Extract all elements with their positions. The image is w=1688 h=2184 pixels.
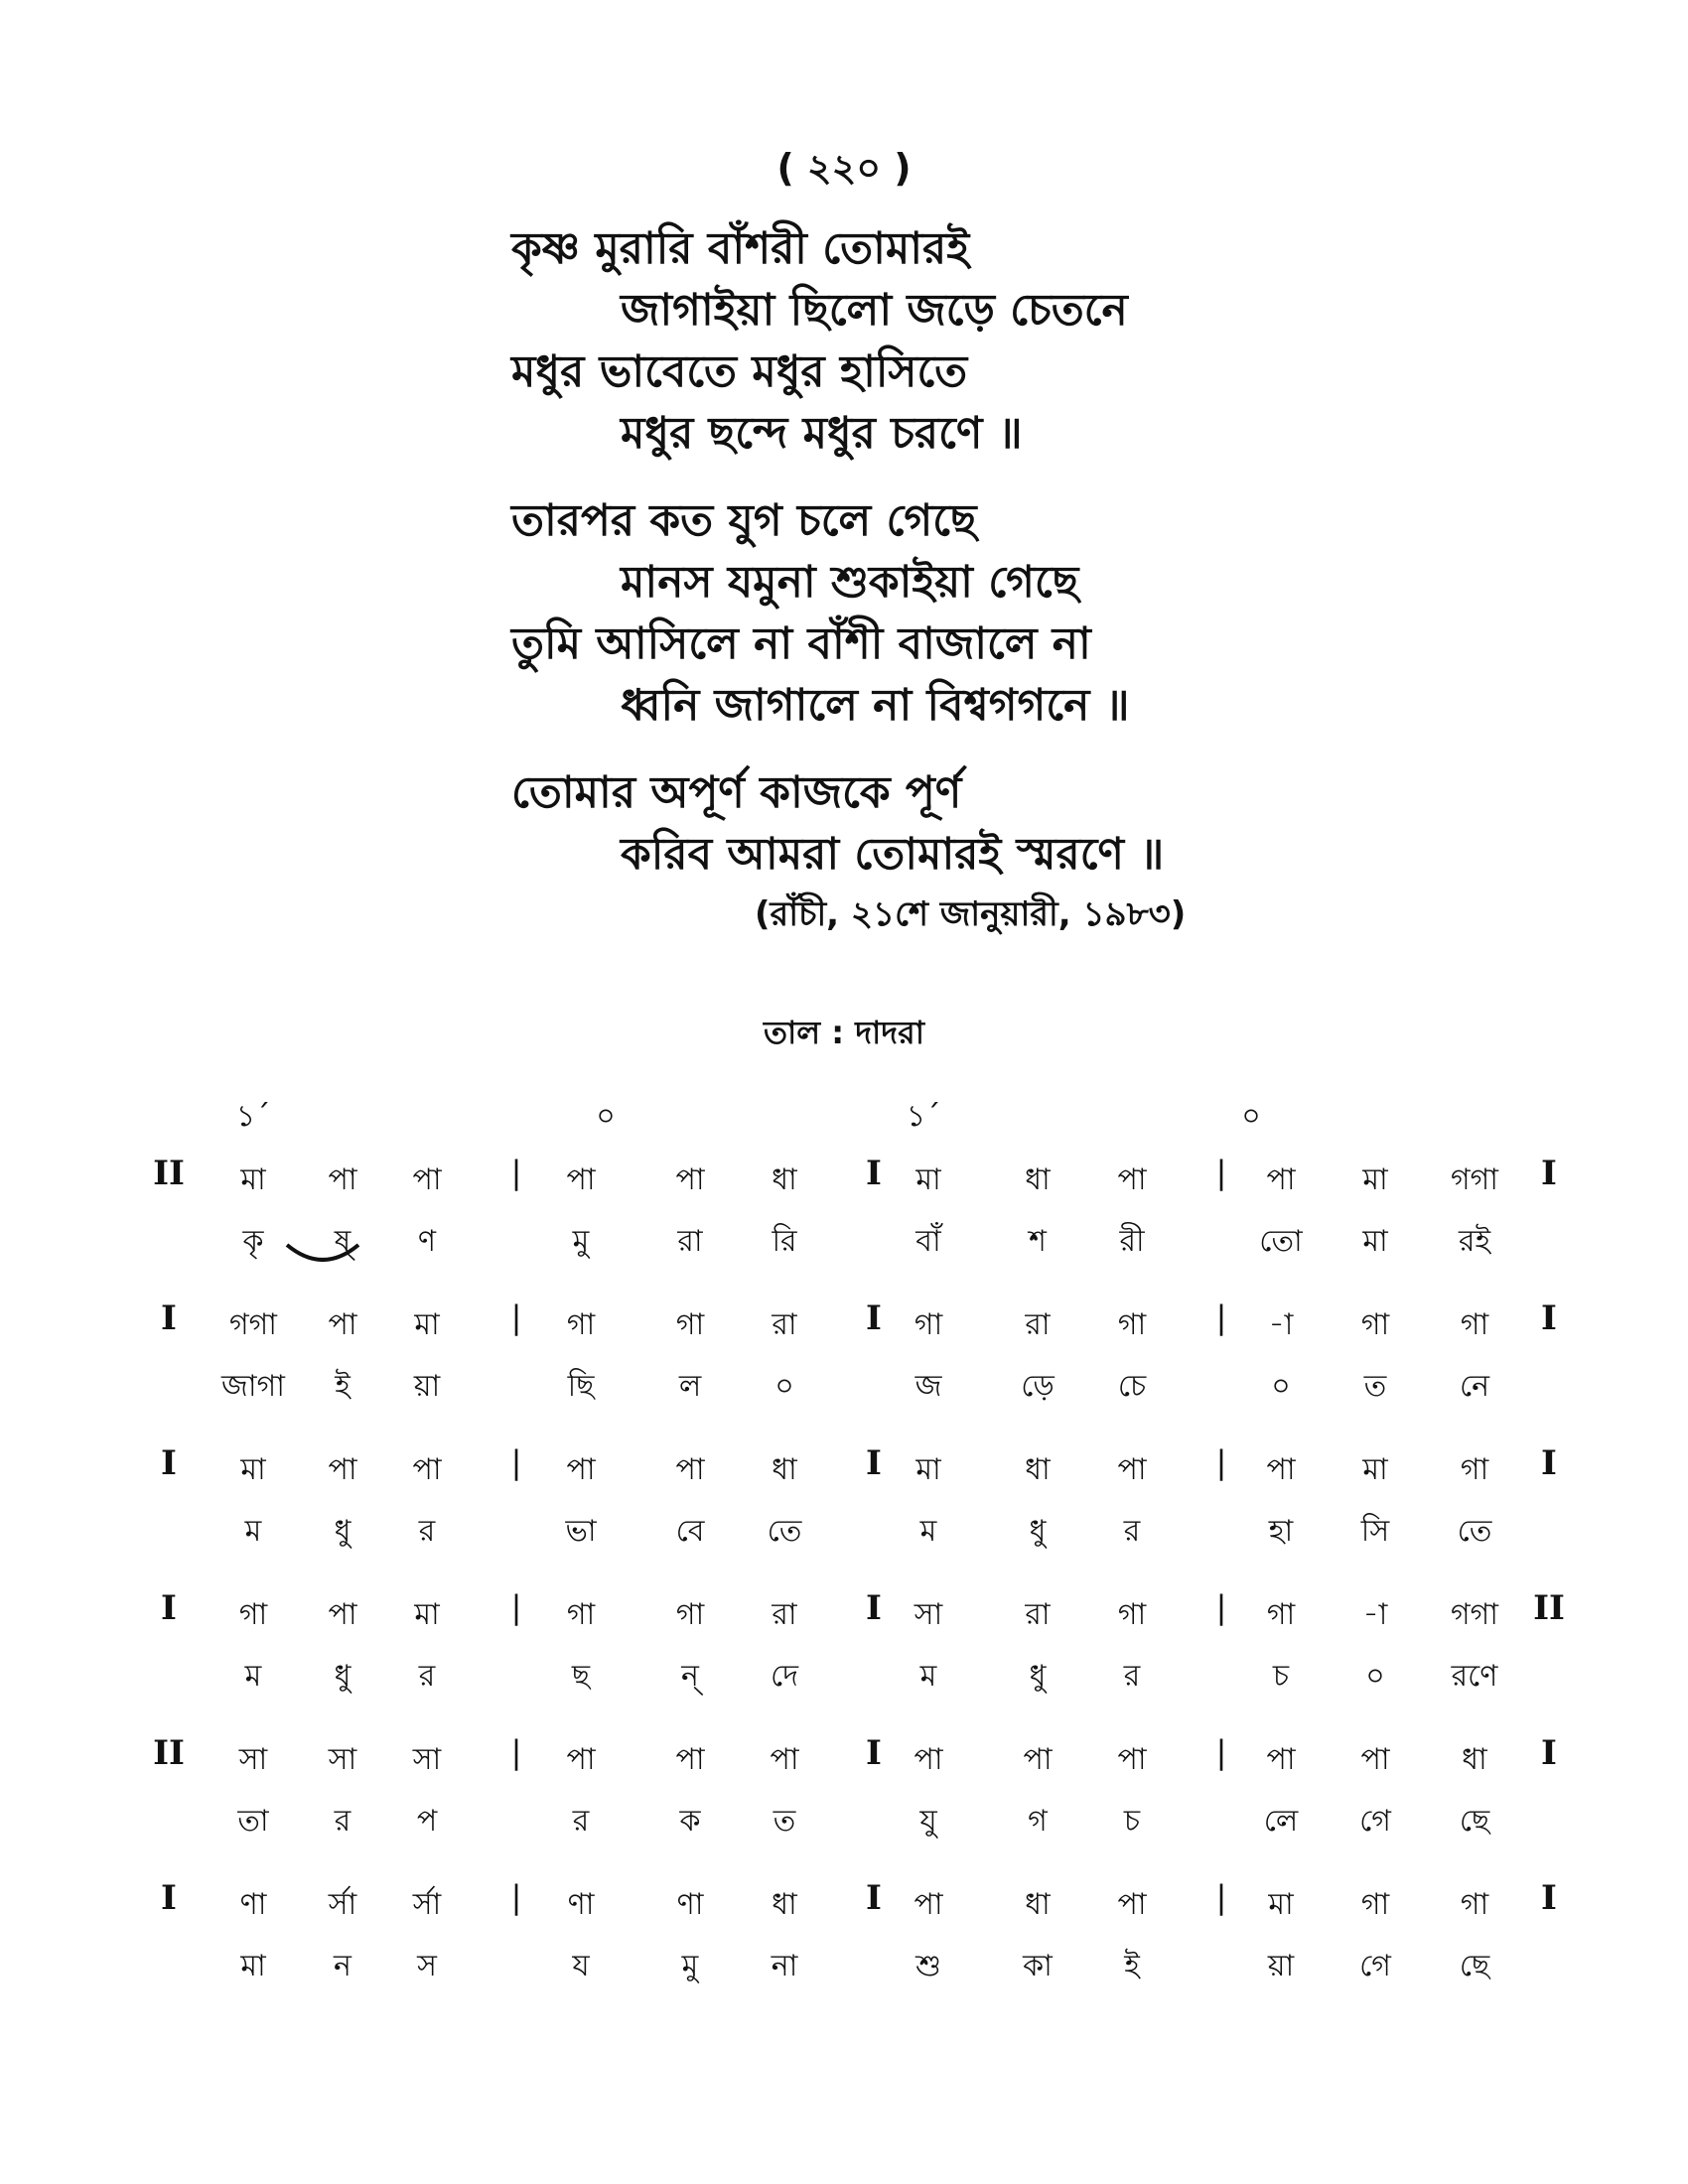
lyric-syllable: তো — [1259, 1224, 1303, 1259]
notation-row — [0, 1731, 1688, 1876]
lyric-syllable: স — [417, 1949, 437, 1983]
lyric-syllable: ই — [335, 1369, 351, 1404]
swara-note: গা — [566, 1597, 596, 1632]
swara-note: গগা — [228, 1307, 278, 1342]
lyric-syllable: র — [418, 1659, 436, 1694]
bar-line: I — [1541, 1878, 1557, 1918]
swara-note: ধা — [1025, 1162, 1051, 1197]
swara-note: গা — [1460, 1452, 1489, 1487]
swara-note: পা — [412, 1162, 442, 1197]
swara-note: মা — [1362, 1162, 1388, 1197]
bar-line: II — [153, 1154, 185, 1193]
poem-line: কৃষ্ণ মুরারি বাঁশরী তোমারই — [511, 223, 970, 274]
swara-note: ধা — [772, 1887, 797, 1922]
bar-line: I — [161, 1298, 177, 1338]
swara-note: পা — [1117, 1887, 1147, 1922]
lyric-syllable: শ — [1029, 1224, 1047, 1259]
swara-note: মা — [414, 1597, 440, 1632]
swara-note: সা — [412, 1742, 442, 1777]
taal-label: তাল : দাদরা — [764, 1014, 924, 1051]
lyric-syllable: না — [771, 1949, 798, 1983]
swara-note: ধা — [1025, 1452, 1051, 1487]
lyric-syllable: ত — [773, 1804, 796, 1839]
bar-line: I — [866, 1443, 882, 1483]
lyric-syllable: তে — [1457, 1514, 1492, 1549]
lyric-syllable: ধু — [1029, 1514, 1047, 1549]
bar-line: I — [866, 1154, 882, 1193]
lyric-syllable: বাঁ — [915, 1224, 941, 1259]
swara-note: গা — [914, 1307, 943, 1342]
beat-marks — [0, 1092, 1688, 1132]
bar-line: | — [1215, 1298, 1227, 1336]
lyric-syllable: ০ — [1271, 1369, 1291, 1404]
swara-note: সা — [914, 1597, 943, 1632]
lyric-syllable: ম — [919, 1659, 937, 1694]
swara-note: গা — [1360, 1887, 1390, 1922]
page-number: ( ২২০ ) — [776, 146, 912, 190]
lyric-syllable: দে — [771, 1659, 798, 1694]
lyric-syllable: কৃ — [242, 1224, 264, 1259]
bar-line: | — [510, 1588, 522, 1626]
swara-note: গা — [1460, 1887, 1489, 1922]
lyric-syllable: লে — [1263, 1804, 1299, 1839]
bar-line: I — [1541, 1154, 1557, 1193]
bar-line: | — [1215, 1733, 1227, 1771]
notation-row — [0, 1876, 1688, 2021]
bar-line: I — [161, 1878, 177, 1918]
swara-note: রা — [1025, 1307, 1051, 1342]
lyric-syllable: র — [1123, 1659, 1141, 1694]
lyric-syllable: ছি — [567, 1369, 595, 1404]
swara-note: ণা — [567, 1887, 595, 1922]
swara-note: রা — [1025, 1597, 1051, 1632]
swara-note: পা — [1117, 1162, 1147, 1197]
lyric-syllable: ম — [244, 1659, 262, 1694]
swara-note: মা — [240, 1452, 266, 1487]
swara-note: পা — [566, 1742, 596, 1777]
swara-note: গা — [1266, 1597, 1296, 1632]
dateline: (রাঁচী, ২১শে জানুয়ারী, ১৯৮৩) — [755, 894, 1187, 934]
lyric-syllable: যু — [919, 1804, 937, 1839]
beat-mark: ১´ — [235, 1099, 271, 1134]
lyric-syllable: র — [572, 1804, 590, 1839]
swara-note: ণা — [676, 1887, 704, 1922]
bar-line: I — [866, 1733, 882, 1773]
swara-note: পা — [675, 1452, 705, 1487]
swara-note: পা — [1266, 1452, 1296, 1487]
bar-line: I — [866, 1298, 882, 1338]
bar-line: | — [510, 1298, 522, 1336]
beat-mark: ০ — [1241, 1099, 1261, 1134]
lyric-syllable: ০ — [774, 1369, 794, 1404]
swara-note: র্সা — [328, 1887, 357, 1922]
swara-note: গগা — [1450, 1162, 1499, 1197]
lyric-syllable: নে — [1459, 1369, 1490, 1404]
lyric-syllable: গ — [1028, 1804, 1048, 1839]
lyric-syllable: ত — [1363, 1369, 1387, 1404]
poem-line: তুমি আসিলে না বাঁশী বাজালে না — [511, 618, 1091, 669]
lyric-syllable: চ — [1123, 1804, 1141, 1839]
swara-note: পা — [675, 1742, 705, 1777]
lyric-syllable: ষ্ — [334, 1224, 352, 1259]
lyric-syllable: তে — [767, 1514, 802, 1549]
bar-line: I — [1541, 1733, 1557, 1773]
swara-note: মা — [414, 1307, 440, 1342]
swara-note: গা — [1460, 1307, 1489, 1342]
beat-mark: ১´ — [906, 1099, 941, 1134]
swara-note: পা — [412, 1452, 442, 1487]
swara-note: রা — [772, 1307, 797, 1342]
notation-grid — [0, 1152, 1688, 2021]
swara-note: মা — [240, 1162, 266, 1197]
lyric-syllable: ম — [919, 1514, 937, 1549]
swara-note: পা — [770, 1742, 799, 1777]
lyric-syllable: ড়ে — [1021, 1369, 1055, 1404]
swara-note: পা — [328, 1162, 357, 1197]
bar-line: | — [1215, 1443, 1227, 1481]
bar-line: II — [1533, 1588, 1565, 1628]
lyric-syllable: রী — [1119, 1224, 1145, 1259]
bar-line: I — [1541, 1298, 1557, 1338]
swara-note: পা — [566, 1452, 596, 1487]
lyric-syllable: র — [418, 1514, 436, 1549]
swara-note: গা — [675, 1597, 705, 1632]
lyric-syllable: য়া — [1267, 1949, 1295, 1983]
swara-note: পা — [914, 1887, 943, 1922]
swara-note: গা — [566, 1307, 596, 1342]
poem — [511, 218, 1164, 911]
swara-note: গা — [675, 1307, 705, 1342]
lyric-syllable: ক — [679, 1804, 701, 1839]
lyric-syllable: ই — [1124, 1949, 1140, 1983]
notation-row — [0, 1152, 1688, 1297]
lyric-syllable: জাগা — [221, 1369, 285, 1404]
lyric-syllable: ধু — [334, 1659, 352, 1694]
poem-line: তোমার অপূর্ণ কাজকে পূর্ণ — [511, 767, 962, 818]
lyric-syllable: সি — [1360, 1514, 1390, 1549]
stanza-2 — [511, 490, 1164, 737]
bar-line: I — [866, 1878, 882, 1918]
poem-line: করিব আমরা তোমারই স্মরণে ॥ — [621, 829, 1165, 880]
poem-line: তারপর কত যুগ চলে গেছে — [511, 495, 977, 546]
swara-note: ধা — [772, 1162, 797, 1197]
lyric-syllable: ধু — [334, 1514, 352, 1549]
beat-mark: ০ — [596, 1099, 616, 1134]
bar-line: | — [1215, 1588, 1227, 1626]
lyric-syllable: চে — [1117, 1369, 1147, 1404]
lyric-syllable: ন — [334, 1949, 352, 1983]
lyric-syllable: বে — [675, 1514, 705, 1549]
lyric-syllable: জ — [914, 1369, 942, 1404]
bar-line: I — [161, 1588, 177, 1628]
poem-line: মধুর ছন্দে মধুর চরণে ॥ — [621, 408, 1023, 459]
swara-note: গা — [1117, 1597, 1147, 1632]
swara-note: সা — [328, 1742, 357, 1777]
bar-line: I — [1541, 1443, 1557, 1483]
bar-line: | — [510, 1443, 522, 1481]
poem-line: মানস যমুনা শুকাইয়া গেছে — [621, 557, 1079, 608]
poem-line: ধ্বনি জাগালে না বিশ্বগগনে ॥ — [621, 680, 1130, 731]
stanza-1 — [511, 218, 1164, 465]
swara-note: ধা — [772, 1452, 797, 1487]
swara-note: -া — [1268, 1307, 1294, 1342]
swara-note: পা — [1360, 1742, 1390, 1777]
bar-line: | — [1215, 1878, 1227, 1916]
lyric-syllable: র — [1123, 1514, 1141, 1549]
swara-note: পা — [914, 1742, 943, 1777]
lyric-syllable: প — [416, 1804, 438, 1839]
lyric-syllable: ছে — [1459, 1804, 1490, 1839]
swara-note: মা — [1268, 1887, 1294, 1922]
lyric-syllable: গে — [1359, 1949, 1391, 1983]
poem-line: মধুর ভাবেতে মধুর হাসিতে — [511, 346, 968, 397]
swara-note: ধা — [1462, 1742, 1487, 1777]
lyric-syllable: মু — [572, 1224, 590, 1259]
lyric-syllable: গে — [1359, 1804, 1391, 1839]
lyric-syllable: ভা — [565, 1514, 597, 1549]
swara-note: পা — [328, 1452, 357, 1487]
lyric-syllable: রা — [677, 1224, 703, 1259]
lyric-syllable: য়া — [413, 1369, 441, 1404]
bar-line: I — [866, 1588, 882, 1628]
lyric-syllable: ন্ — [681, 1659, 699, 1694]
swara-note: পা — [1117, 1742, 1147, 1777]
bar-line: I — [161, 1443, 177, 1483]
bar-line: | — [510, 1878, 522, 1916]
swara-note: পা — [566, 1162, 596, 1197]
swara-note: পা — [1023, 1742, 1053, 1777]
notation-row — [0, 1586, 1688, 1731]
lyric-syllable: ০ — [1365, 1659, 1385, 1694]
swara-note: সা — [238, 1742, 268, 1777]
lyric-syllable: ধু — [1029, 1659, 1047, 1694]
bar-line: | — [510, 1154, 522, 1191]
lyric-syllable: ণ — [417, 1224, 437, 1259]
swara-note: পা — [328, 1597, 357, 1632]
swara-note: র্সা — [412, 1887, 442, 1922]
lyric-syllable: কা — [1023, 1949, 1053, 1983]
swara-note: পা — [675, 1162, 705, 1197]
bar-line: | — [510, 1733, 522, 1771]
swara-note: -া — [1362, 1597, 1388, 1632]
lyric-syllable: হা — [1268, 1514, 1294, 1549]
swara-note: গা — [238, 1597, 268, 1632]
swara-note: গা — [1117, 1307, 1147, 1342]
swara-note: পা — [328, 1307, 357, 1342]
lyric-syllable: মা — [240, 1949, 266, 1983]
swara-note: গা — [1360, 1307, 1390, 1342]
lyric-syllable: ছে — [1459, 1949, 1490, 1983]
stanza-3 — [511, 762, 1164, 886]
swara-note: গগা — [1450, 1597, 1499, 1632]
swara-note: ণা — [239, 1887, 267, 1922]
swara-note: পা — [1266, 1742, 1296, 1777]
notation-row — [0, 1297, 1688, 1441]
lyric-syllable: ম — [244, 1514, 262, 1549]
lyric-syllable: মা — [1362, 1224, 1388, 1259]
swara-note: পা — [1266, 1162, 1296, 1197]
lyric-syllable: চ — [1272, 1659, 1290, 1694]
lyric-syllable: ল — [678, 1369, 702, 1404]
lyric-syllable: রই — [1458, 1224, 1491, 1259]
swara-note: মা — [915, 1162, 941, 1197]
lyric-syllable: রি — [772, 1224, 797, 1259]
lyric-syllable: রণে — [1451, 1659, 1498, 1694]
lyric-syllable: ছ — [571, 1659, 591, 1694]
swara-note: মা — [915, 1452, 941, 1487]
lyric-syllable: তা — [237, 1804, 269, 1839]
swara-note: রা — [772, 1597, 797, 1632]
bar-line: II — [153, 1733, 185, 1773]
bar-line: | — [1215, 1154, 1227, 1191]
swara-note: পা — [1117, 1452, 1147, 1487]
lyric-syllable: শু — [915, 1949, 941, 1983]
swara-note: মা — [1362, 1452, 1388, 1487]
poem-line: জাগাইয়া ছিলো জড়ে চেতনে — [621, 285, 1128, 336]
swara-note: ধা — [1025, 1887, 1051, 1922]
lyric-syllable: র — [334, 1804, 352, 1839]
meend-arc — [283, 1241, 362, 1271]
lyric-syllable: য — [572, 1949, 590, 1983]
notation-row — [0, 1441, 1688, 1586]
lyric-syllable: মু — [681, 1949, 699, 1983]
